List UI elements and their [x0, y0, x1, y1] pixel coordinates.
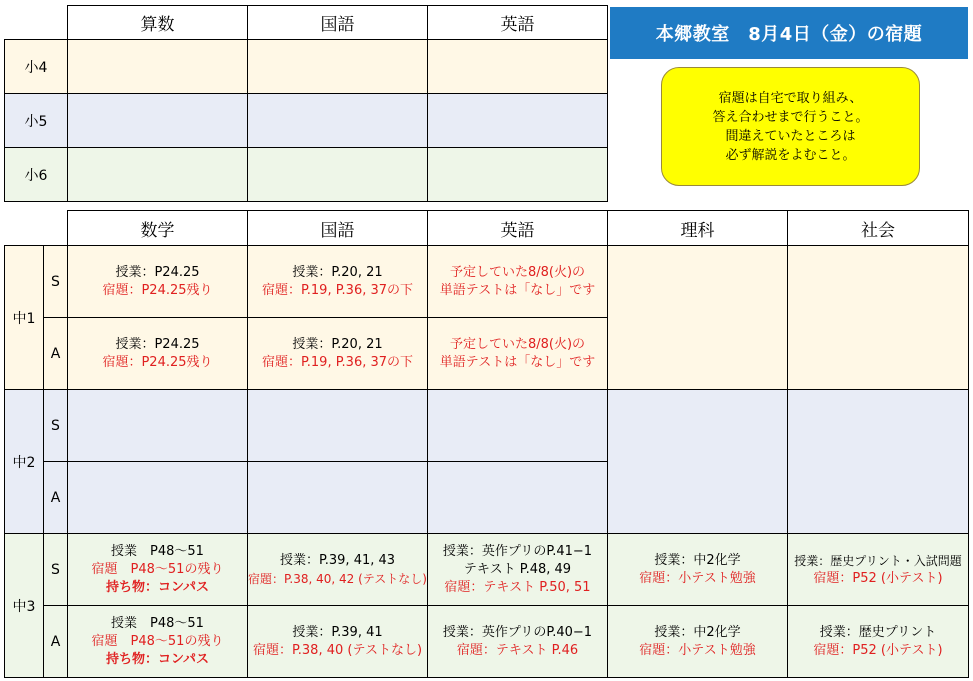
cell-j2a-english	[428, 462, 608, 534]
cell-line: 予定していた8/8(火)の	[449, 336, 586, 352]
cell-line: 授業：P.39, 41	[292, 624, 383, 640]
cell-line: 宿題 P48～51の残り	[91, 561, 224, 577]
cell-line: 宿題：小テスト勉強	[639, 570, 756, 586]
homework-notice	[661, 67, 920, 186]
elementary-table	[4, 5, 608, 202]
header-english: 英語	[428, 6, 608, 40]
corner-cell	[5, 6, 68, 40]
cell-line: 授業 P48～51	[111, 543, 204, 559]
cell-line: 授業：中2化学	[654, 624, 741, 640]
cell-j1a-japanese	[248, 318, 428, 390]
cell-line: 宿題 P48～51の残り	[91, 633, 224, 649]
notice-line: 答え合わせまで行うこと。	[712, 109, 869, 125]
cell-j2s-english	[428, 390, 608, 462]
cell-j1a-english	[428, 318, 608, 390]
cell-line: 授業：英作プリのP.41−1	[442, 543, 593, 559]
notice-line: 必ず解説をよむこと。	[725, 147, 856, 163]
cell-line: 授業：英作プリのP.40−1	[442, 624, 593, 640]
class-label-a: A	[44, 318, 68, 390]
cell-j2a-math	[68, 462, 248, 534]
cell-e6-arithmetic	[68, 148, 248, 202]
cell-line: 授業：P24.25	[115, 336, 200, 352]
header-japanese: 国語	[248, 6, 428, 40]
cell-j1s-japanese	[248, 246, 428, 318]
cell-line: 授業 P48～51	[111, 615, 204, 631]
cell-j2-social	[788, 390, 969, 534]
cell-j2a-japanese	[248, 462, 428, 534]
class-label-s: S	[44, 390, 68, 462]
row-label-e6: 小6	[5, 148, 68, 202]
middle-table	[4, 210, 969, 678]
cell-line: 宿題：P52 (小テスト)	[813, 642, 943, 658]
cell-j3s-japanese	[248, 534, 428, 606]
cell-j3s-social	[788, 534, 969, 606]
header-social: 社会	[788, 211, 969, 246]
cell-j3a-social	[788, 606, 969, 678]
grade-label-j2: 中2	[5, 390, 44, 534]
cell-line: 宿題：P.19, P.36, 37の下	[261, 282, 414, 298]
cell-j3s-science	[608, 534, 788, 606]
cell-line: 授業：P.20, 21	[292, 264, 383, 280]
cell-j3a-math	[68, 606, 248, 678]
header-science: 理科	[608, 211, 788, 246]
class-label-s: S	[44, 246, 68, 318]
cell-line: 持ち物：コンパス	[105, 579, 210, 595]
cell-line: 単語テストは「なし」です	[439, 282, 596, 298]
cell-line: テキスト P.48, 49	[463, 561, 572, 577]
cell-line: 授業：P.20, 21	[292, 336, 383, 352]
cell-j3a-english	[428, 606, 608, 678]
header-math: 数学	[68, 211, 248, 246]
cell-j3a-japanese	[248, 606, 428, 678]
cell-line: 宿題：テキスト P.50, 51	[444, 579, 591, 595]
cell-e6-english	[428, 148, 608, 202]
grade-label-j3: 中3	[5, 534, 44, 678]
cell-line: 予定していた8/8(火)の	[449, 264, 586, 280]
cell-j1s-english	[428, 246, 608, 318]
row-label-e4: 小4	[5, 40, 68, 94]
cell-line: 宿題：P.38, 40, 42 (テストなし)	[248, 571, 427, 586]
cell-j3s-math	[68, 534, 248, 606]
cell-line: 授業：P.39, 41, 43	[279, 552, 396, 568]
grade-label-j1: 中1	[5, 246, 44, 390]
cell-line: 宿題：P.19, P.36, 37の下	[261, 354, 414, 370]
cell-line: 授業：P24.25	[115, 264, 200, 280]
cell-line: 宿題：テキスト P.46	[456, 642, 579, 658]
cell-e4-japanese	[248, 40, 428, 94]
cell-e6-japanese	[248, 148, 428, 202]
cell-line: 授業：歴史プリント	[819, 624, 937, 640]
cell-line: 持ち物：コンパス	[105, 651, 210, 667]
cell-j1-science	[608, 246, 788, 390]
class-label-s: S	[44, 534, 68, 606]
cell-j2s-japanese	[248, 390, 428, 462]
page-title: 本郷教室 8月4日（金）の宿題	[610, 7, 968, 59]
cell-line: 授業：歴史プリント・入試問題	[794, 553, 962, 568]
cell-e5-english	[428, 94, 608, 148]
cell-j1a-math	[68, 318, 248, 390]
cell-line: 単語テストは「なし」です	[439, 354, 596, 370]
cell-j3a-science	[608, 606, 788, 678]
cell-e5-japanese	[248, 94, 428, 148]
cell-e4-arithmetic	[68, 40, 248, 94]
cell-j1s-math	[68, 246, 248, 318]
cell-j2s-math	[68, 390, 248, 462]
cell-e4-english	[428, 40, 608, 94]
cell-line: 宿題：P24.25残り	[102, 282, 213, 298]
cell-line: 宿題：P52 (小テスト)	[813, 570, 943, 586]
cell-j3s-english	[428, 534, 608, 606]
header-english: 英語	[428, 211, 608, 246]
notice-line: 宿題は自宅で取り組み、	[718, 90, 863, 106]
header-arithmetic: 算数	[68, 6, 248, 40]
cell-line: 宿題：小テスト勉強	[639, 642, 756, 658]
cell-line: 宿題：P.38, 40 (テストなし)	[252, 642, 423, 658]
cell-e5-arithmetic	[68, 94, 248, 148]
cell-j1-social	[788, 246, 969, 390]
notice-line: 間違えていたところは	[725, 128, 856, 144]
class-label-a: A	[44, 462, 68, 534]
cell-j2-science	[608, 390, 788, 534]
row-label-e5: 小5	[5, 94, 68, 148]
header-japanese: 国語	[248, 211, 428, 246]
class-label-a: A	[44, 606, 68, 678]
cell-line: 宿題：P24.25残り	[102, 354, 213, 370]
cell-line: 授業：中2化学	[654, 552, 741, 568]
corner-cell	[5, 211, 68, 246]
